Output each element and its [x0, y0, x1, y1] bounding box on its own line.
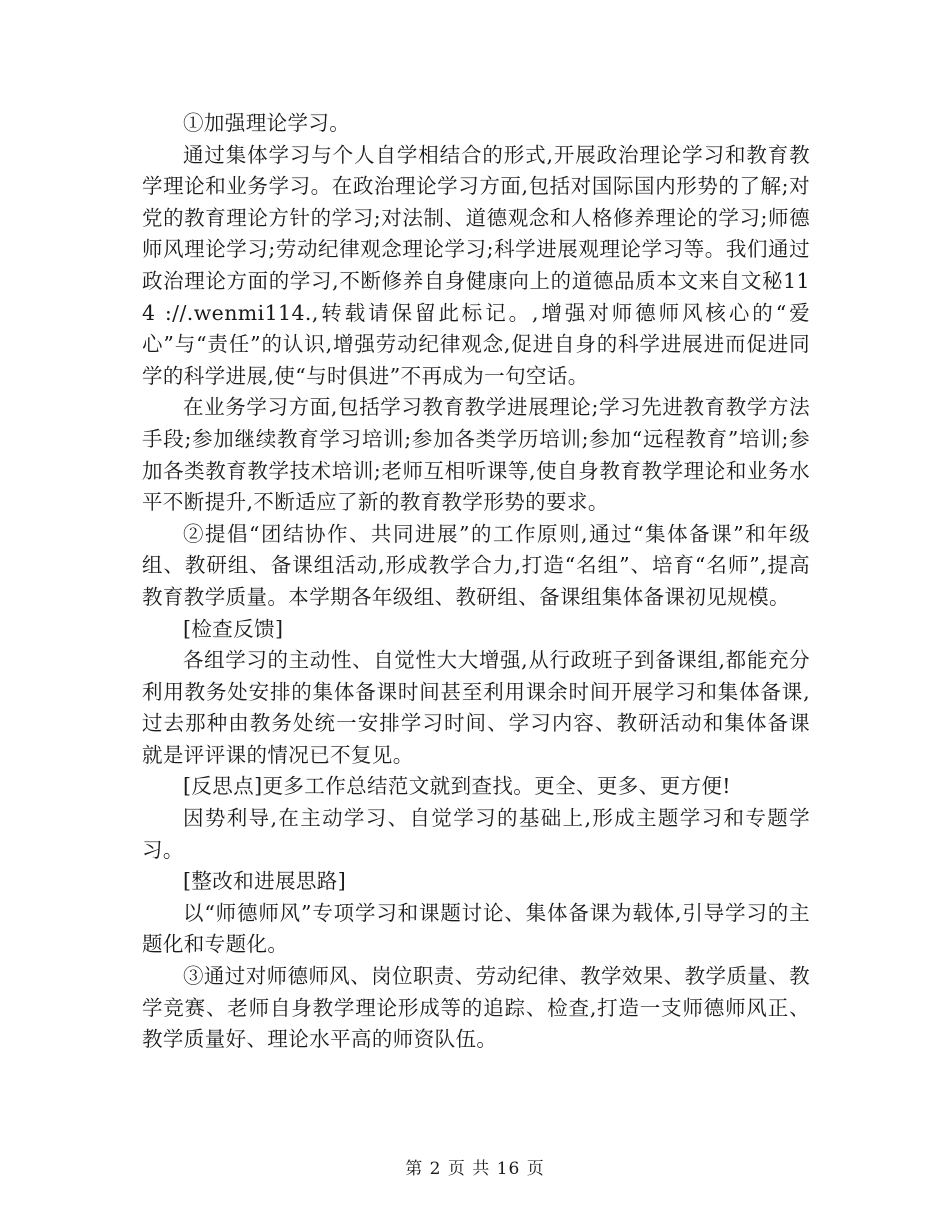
section-heading-feedback: [检查反馈]	[183, 616, 284, 641]
paragraph-feedback: 各组学习的主动性、自觉性大大增强,从行政班子到备课组,都能充分利用教务处安排的集体备课时间甚至利用课余时间开展学习和集体备课,过去那种由教务处统一安排学习时间、学习内容、教研活动和集体备课就是评评课的情况已不复见。	[142, 648, 810, 767]
paragraph-guidance: 因势利导,在主动学习、自觉学习的基础上,形成主题学习和专题学习。	[142, 806, 810, 862]
paragraph-improvement: 以“师德师风”专项学习和课题讨论、集体备课为载体,引导学习的主题化和专题化。	[142, 900, 810, 957]
page-number-footer: 第 2 页 共 16 页	[405, 1159, 545, 1179]
document-body	[142, 108, 810, 1056]
paragraph-reflection: [反思点]更多工作总结范文就到查找。更全、更多、更方便!	[183, 774, 731, 799]
section-heading-improvement: [整改和进展思路]	[183, 869, 347, 894]
paragraph-collaboration-principle: ②提倡“团结协作、共同进展”的工作原则,通过“集体备课”和年级组、教研组、备课组活动,形成教学合力,打造“名组”、培育“名师”,提高教育教学质量。本学期各年级组、教研组、备课组集体备课初见规模。	[142, 521, 810, 609]
paragraph-political-theory: 通过集体学习与个人自学相结合的形式,开展政治理论学习和教育教学理论和业务学习。在政治理论学习方面,包括对国际国内形势的了解;对党的教育理论方针的学习;对法制、道德观念和人格修养理论的学习;师德师风理论学习;劳动纪律观念理论学习;科学进展观理论学习等。我们通过政治理论方面的学习,不断修养自身健康向上的道德品质本文来自文秘114 ://.wenmi114.,转载请保留此标记。,增强对师德师风核心的“爱心”与“责任”的认识,增强劳动纪律观念,促进自身的科学进展进而促进同学的科学进展,使“与时俱进”不再成为一句空话。	[142, 142, 810, 388]
paragraph-team-building: ③通过对师德师风、岗位职责、劳动纪律、教学效果、教学质量、教学竞赛、老师自身教学理论形成等的追踪、检查,打造一支师德师风正、教学质量好、理论水平高的师资队伍。	[142, 964, 810, 1052]
paragraph-business-study: 在业务学习方面,包括学习教育教学进展理论;学习先进教育教学方法手段;参加继续教育学习培训;参加各类学历培训;参加“远程教育”培训;参加各类教育教学技术培训;老师互相听课等,使自身教育教学理论和业务水平不断提升,不断适应了新的教育教学形势的要求。	[142, 395, 810, 515]
paragraph-theory-study-heading: ①加强理论学习。	[183, 111, 351, 135]
